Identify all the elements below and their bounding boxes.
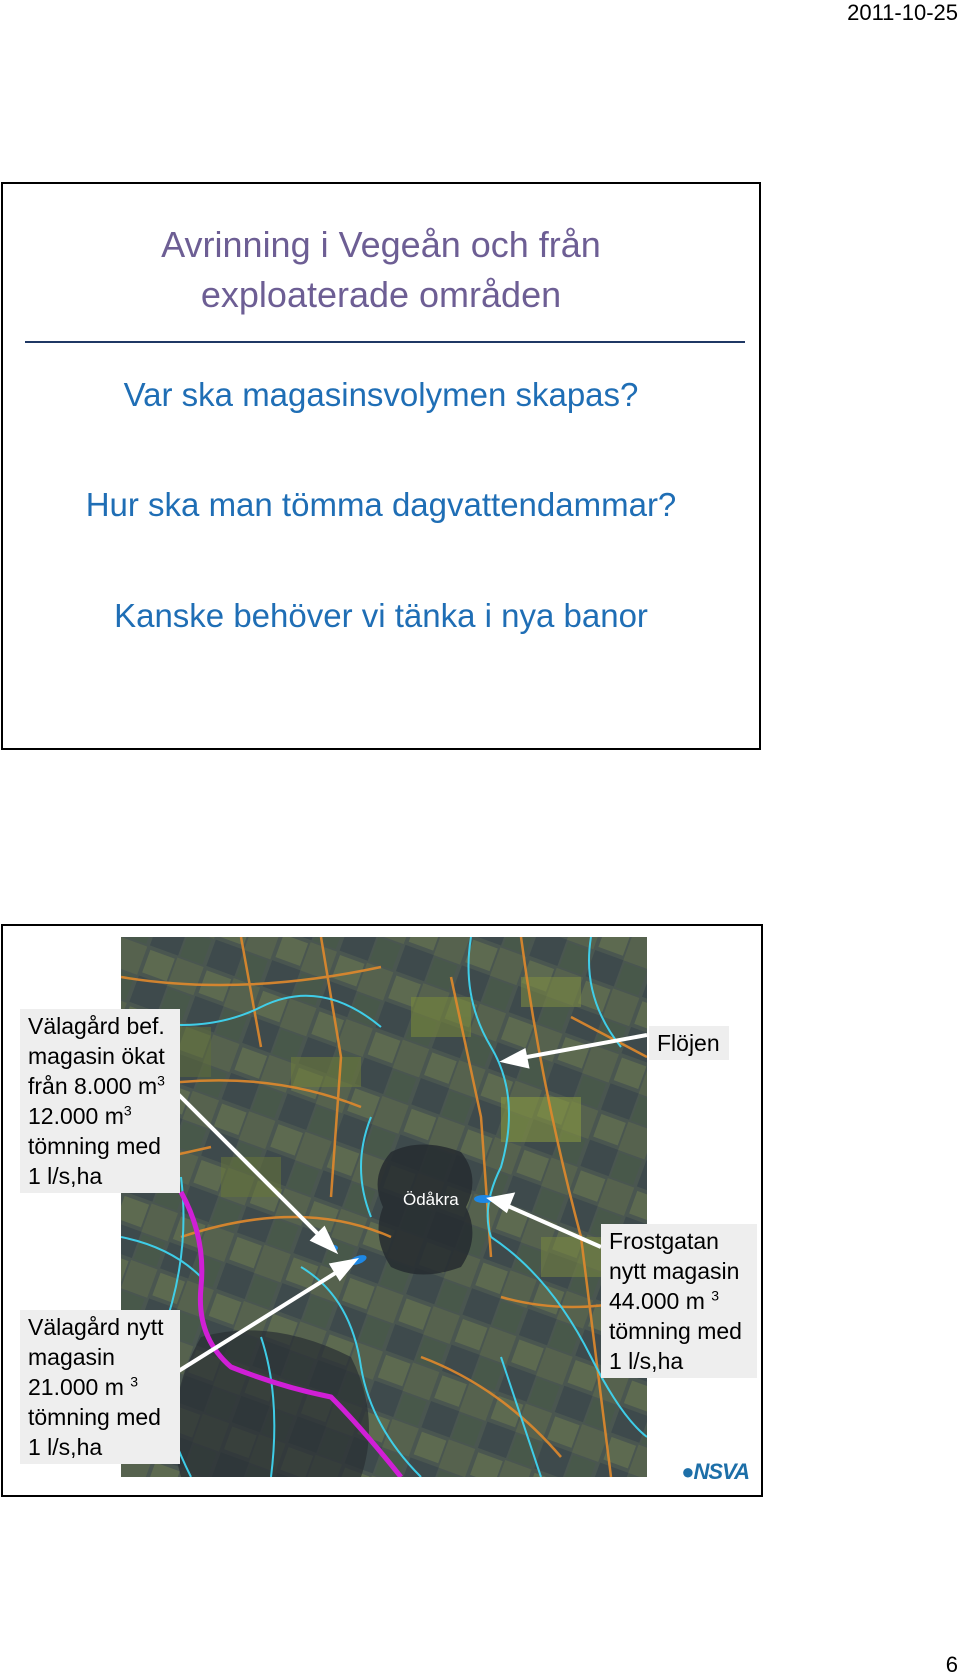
aerial-map — [121, 937, 647, 1477]
frostgatan-line-3-text: 44.000 m — [609, 1288, 712, 1314]
label-odakra: Ödåkra — [403, 1190, 459, 1209]
label-flojen: Flöjen — [649, 1026, 729, 1060]
nsva-logo — [681, 1459, 749, 1485]
logo-drop-icon: ● — [681, 1459, 694, 1484]
valagard-bef-line-3 — [28, 1071, 172, 1101]
valagard-bef-line-3-sup: 3 — [157, 1072, 165, 1089]
valagard-bef-line-5: tömning med — [28, 1133, 161, 1159]
valagard-bef-line-2: magasin ökat — [28, 1043, 165, 1069]
valagard-bef-line-3-text: från 8.000 m — [28, 1073, 158, 1099]
valagard-nytt-line-3-sup: 3 — [130, 1373, 139, 1390]
valagard-nytt-line-3-text: 21.000 m — [28, 1374, 131, 1400]
valagard-nytt-line-1: Välagård nytt — [28, 1314, 164, 1340]
title-line-1: Avrinning i Vegeån och från — [161, 224, 601, 265]
frostgatan-line-2: nytt magasin — [609, 1258, 740, 1284]
logo-text: NSVA — [693, 1459, 749, 1484]
page-number: 6 — [945, 1652, 958, 1677]
label-valagard-bef — [20, 1009, 180, 1193]
valagard-bef-line-4-sup: 3 — [123, 1102, 132, 1119]
valagard-bef-line-1: Välagård bef. — [28, 1013, 165, 1039]
valagard-bef-line-4-text: 12.000 m — [28, 1103, 124, 1129]
page-date: 2011-10-25 — [847, 0, 958, 25]
title-divider — [25, 341, 745, 343]
question-3: Kanske behöver vi tänka i nya banor — [114, 597, 648, 634]
title-line-2: exploaterade områden — [200, 274, 562, 315]
valagard-nytt-line-4: tömning med — [28, 1404, 161, 1430]
valagard-nytt-line-3 — [28, 1372, 172, 1402]
label-valagard-nytt — [20, 1310, 180, 1464]
slide-1 — [1, 182, 761, 750]
slide-1-title — [3, 220, 759, 320]
frostgatan-line-4: tömning med — [609, 1318, 742, 1344]
valagard-bef-line-6: 1 l/s,ha — [28, 1163, 103, 1189]
valagard-nytt-line-5: 1 l/s,ha — [28, 1434, 103, 1460]
frostgatan-line-1: Frostgatan — [609, 1228, 719, 1254]
frostgatan-line-3-sup: 3 — [711, 1287, 720, 1304]
frostgatan-line-3 — [609, 1286, 749, 1316]
slide-2 — [1, 924, 763, 1497]
label-frostgatan — [601, 1224, 757, 1378]
question-1: Var ska magasinsvolymen skapas? — [123, 376, 639, 413]
valagard-bef-line-4 — [28, 1101, 172, 1131]
question-2: Hur ska man tömma dagvattendammar? — [85, 486, 677, 523]
valagard-nytt-line-2: magasin — [28, 1344, 115, 1370]
frostgatan-line-5: 1 l/s,ha — [609, 1348, 684, 1374]
